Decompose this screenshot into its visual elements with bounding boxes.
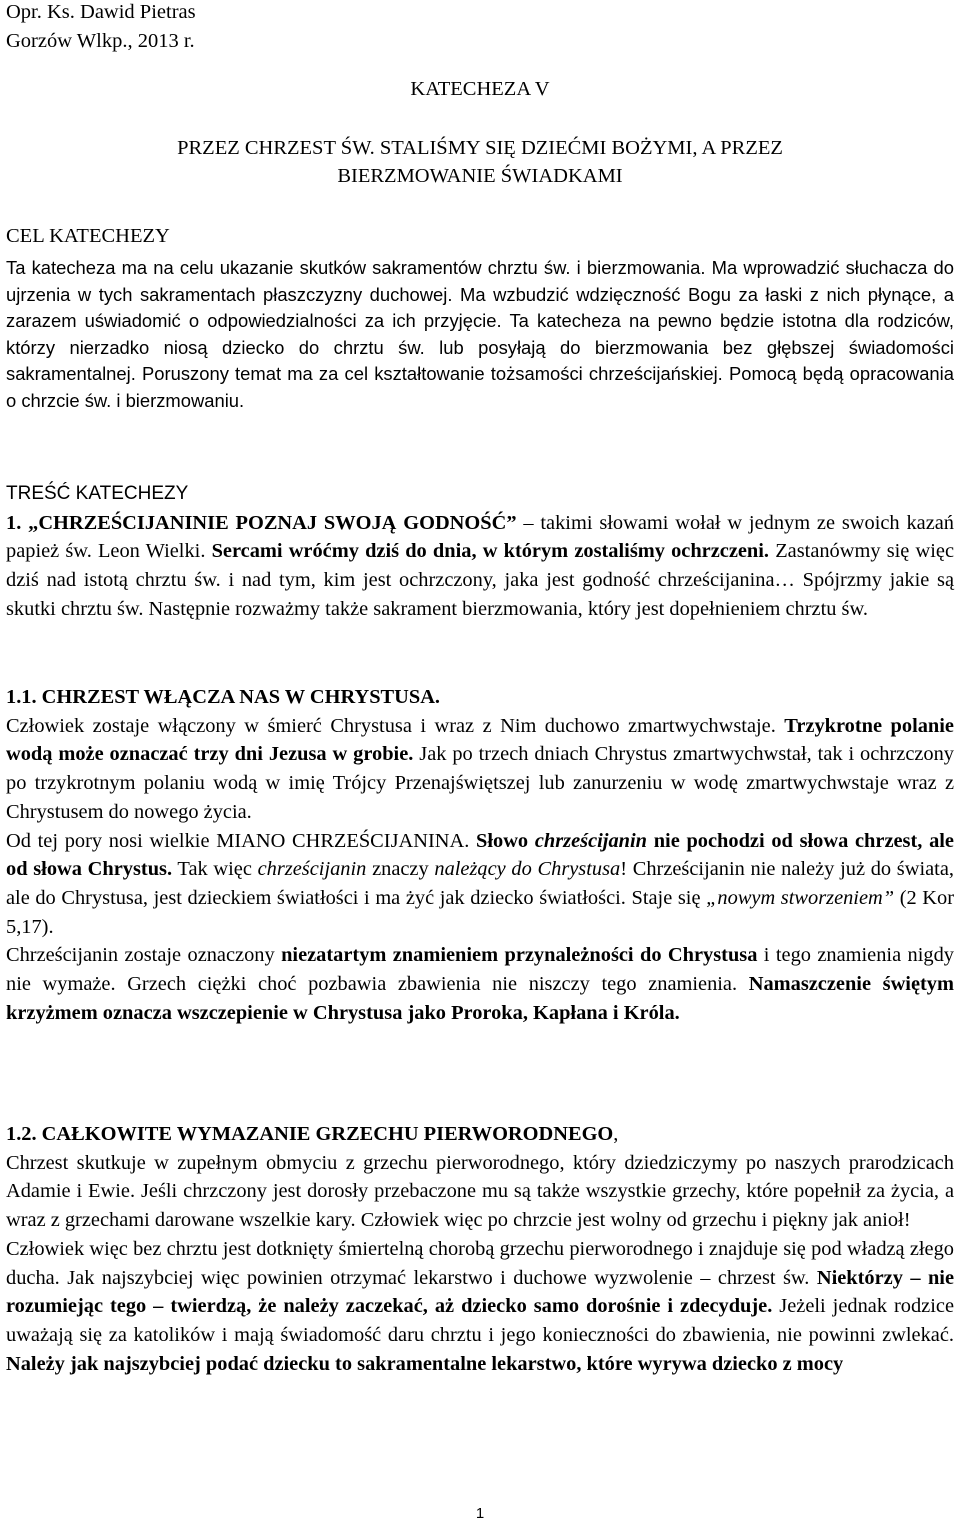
section-1-2: 1.2. CAŁKOWITE WYMAZANIE GRZECHU PIERWORODNEGO, Chrzest skutkuje w zupełnym obmyciu z grzechu pierworodnego, który dziedziczymy po naszych prarodzicach Adamie i Ewie. Jeśli chrzczony jest dorosły przebaczone mu są także wszystkie grzechy, które popełnił za życia, a wraz z grzechami darowane wszelkie kary. Człowiek więc po chrzcie jest wolny od grzechu i piękny jak anioł! Człowiek więc bez chrztu jest dotknięty śmiertelną chorobą grzechu pierworodnego i znajduje się pod władzą złego ducha. Jak najszybciej więc powinien otrzymać lekarstwo i duchowe wyzwolenie – chrzest św. Niektórzy – nie rozumiejąc tego – twierdzą, że należy zaczekać, aż dziecko samo dorośnie i zdecyduje. Jeżeli jednak rodzice uważają się za katolików i mają świadomość daru chrztu i jego konieczności do zbawienia, nie powinni zwlekać. Należy jak najszybciej podać dziecku to sakramentalne lekarstwo, które wyrywa dziecko z mocy [6,1120,954,1378]
tresc-paragraph: 1. „CHRZEŚCIJANINIE POZNAJ SWOJĄ GODNOŚĆ” – takimi słowami wołał w jednym ze swoich kazań papież św. Leon Wielki. Sercami wróćmy dziś do dnia, w którym zostaliśmy ochrzczeni. Zastanówmy się więc dziś nad istotą chrztu św. i nad tym, kim jest ochrzczony, jaka jest godność chrześcijanina… Spójrzmy jakie są skutki chrztu św. Następnie rozważmy także sakrament bierzmowania, który jest dopełnieniem chrztu św. [6,511,954,620]
section-1-1-heading: 1.1. CHRZEST WŁĄCZA NAS W CHRYSTUSA. [6,686,441,708]
section-1-2-paragraph-b: Człowiek więc bez chrztu jest dotknięty śmiertelną chorobą grzechu pierworodnego i znajduje się pod władzą złego ducha. Jak najszybciej więc powinien otrzymać lekarstwo i duchowe wyzwolenie – chrzest św. Niektórzy – nie rozumiejąc tego – twierdzą, że należy zaczekać, aż dziecko samo dorośnie i zdecyduje. Jeżeli jednak rodzice uważają się za katolików i mają świadomość daru chrztu i jego konieczności do zbawienia, nie powinni zwlekać. Należy jak najszybciej podać dziecku to sakramentalne lekarstwo, które wyrywa dziecko z mocy [6,1237,955,1375]
cel-heading: CEL KATECHEZY [6,225,170,247]
title-line-2: BIERZMOWANIE ŚWIADKAMI [337,165,623,187]
cel-sentence-4: Ta katecheza na pewno będzie istotna dla rodziców, którzy nierzadko niosą dziecko do chrztu św. lub posyłają do bierzmowania bez głębszej świadomości sakramentalnej. [6,310,954,384]
section-1-1-paragraph-b: Od tej pory nosi wielkie MIANO CHRZEŚCIJANINA. Słowo chrześcijanin nie pochodzi od słowa chrzest, ale od słowa Chrystus. Tak więc chrześcijanin znaczy należący do Chrystusa! Chrześcijanin nie należy już do świata, ale do Chrystusa, jest dzieckiem światłości i ma żyć jak dziecko światłości. Staje się „nowym stworzeniem” (2 Kor 5,17). [6,829,954,938]
cel-paragraph [6,255,954,414]
cel-sentence-5: Poruszony temat ma za cel kształtowanie tożsamości chrześcijańskiej. [142,363,723,384]
section-1-1-paragraph-c: Chrześcijanin zostaje oznaczony niezatartym znamieniem przynależności do Chrystusa i tego znamienia nigdy nie wymaże. Grzech ciężki choć pozbawia zbawienia nie niszczy tego znamienia. Namaszczenie świętym krzyżmem oznacza wszczepienie w Chrystusa jako Proroka, Kapłana i Króla. [6,944,954,1024]
section-1-2-heading: 1.2. CAŁKOWITE WYMAZANIE GRZECHU PIERWORODNEGO [6,1123,614,1145]
tresc-section [6,480,954,624]
document-header [6,0,196,56]
cel-sentence-1: Ta katecheza ma na celu ukazanie skutków sakramentów chrztu św. i bierzmowania. [6,257,706,278]
tresc-heading: TREŚĆ KATECHEZY [6,483,189,504]
author: Opr. Ks. Dawid Pietras [6,1,196,23]
tresc-quote: 1. „CHRZEŚCIJANINIE POZNAJ SWOJĄ GODNOŚĆ” [6,511,517,534]
section-1-2-paragraph-a: Chrzest skutkuje w zupełnym obmyciu z grzechu pierworodnego, który dziedziczymy po naszych prarodzicach Adamie i Ewie. Jeśli chrzczony jest dorosły przebaczone mu są także wszystkie grzechy, które popełnił za życia, a wraz z grzechami darowane wszelkie kary. Człowiek więc po chrzcie jest wolny od grzechu i piękny jak anioł! [6,1151,954,1232]
place-date: Gorzów Wlkp., 2013 r. [6,30,195,52]
title-line-1: PRZEZ CHRZEST ŚW. STALIŚMY SIĘ DZIEĆMI BOŻYMI, A PRZEZ [177,137,783,159]
cel-sentence-3: Ma wzbudzić wdzięczność Bogu za łaski z nich płynące, a zarazem uświadomić o odpowiedzialności za ich przyjęcie. [6,283,954,331]
section-1-1-paragraph-a: Człowiek zostaje włączony w śmierć Chrystusa i wraz z Nim duchowo zmartwychwstaje. Trzykrotne polanie wodą może oznaczać trzy dni Jezusa w grobie. Jak po trzech dniach Chrystus zmartwychwstał, tak i ochrzczony po trzykrotnym polaniu wodą w imię Trójcy Przenajświętszej lub zanurzeniu w wodę zmartwychwstaje wraz z Chrystusem do nowego życia. [6,714,955,823]
section-1-1 [6,683,954,1027]
cel-sentence-6: Pomocą będą opracowania o chrzcie św. i bierzmowaniu. [6,363,954,411]
page-number: 1 [475,1505,485,1522]
cel-sentence-2: Ma wprowadzić słuchacza do ujrzenia w tych sakramentach płaszczyzny duchowej. [6,257,954,305]
catechesis-number: KATECHEZA V [410,78,550,100]
